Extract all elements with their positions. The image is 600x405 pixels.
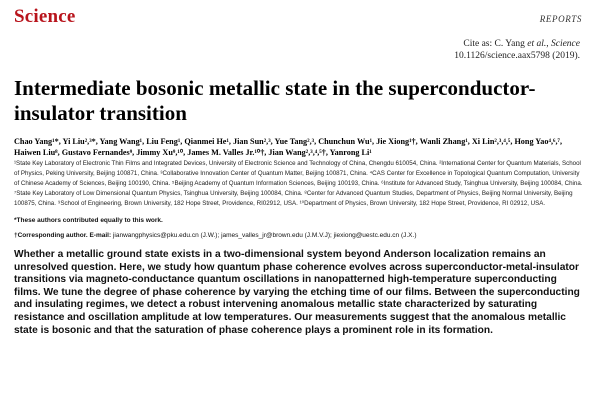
corresponding-author-note <box>14 231 586 240</box>
author-notes <box>14 216 586 240</box>
article-title: Intermediate bosonic metallic state in the superconductor-insulator transition <box>14 76 536 125</box>
citation-sep: , <box>546 39 551 49</box>
affiliations: ¹State Key Laboratory of Electronic Thin Films and Integrated Devices, University of Electronic Science and Technology of China, Chengdu 610054, China. ²International Center for Quantum Materials, School of Physics, Peking University, Beijing 100871, China. ³Collaborative Innovation Center of Quantum Matter, Beijing 100871, China. ⁴CAS Center for Excellence in Topological Quantum Computation, University of Chinese Academy of Sciences, Beijing 100190, China. ⁵Beijing Academy of Quantum Information Sciences, Beijing 100193, China. ⁶Institute for Advanced Study, Tsinghua University, Beijing 100084, China. ⁷State Key Laboratory of Low Dimensional Quantum Physics, Tsinghua University, Beijing 100084, China. ⁸Center for Advanced Quantum Studies, Department of Physics, Beijing Normal University, Beijing 100875, China. ⁹School of Engineering, Brown University, 182 Hope Street, Providence, RI02912, USA. ¹⁰Department of Physics, Brown University, 182 Hope Street, Providence, RI 02912, USA. <box>14 160 583 207</box>
equal-contribution-note: *These authors contributed equally to this work. <box>14 217 163 224</box>
citation-prefix: Cite as: C. Yang <box>463 39 528 49</box>
citation-doi: 10.1126/science.aax5798 (2019). <box>454 51 580 61</box>
citation-block <box>14 38 586 62</box>
page-header <box>14 8 586 36</box>
section-label: REPORTS <box>539 14 582 24</box>
author-list: Chao Yang¹*, Yi Liu²,³*, Yang Wang¹, Liu Feng¹, Qianmei He¹, Jian Sun²,³, Yue Tang²,³, Chunchun Wu¹, Jie Xiong¹†, Wanli Zhang¹, Xi Lin²,³,⁴,⁵, Hong Yao⁴,⁶,⁷, Haiwen Liu⁸, Gustavo Fernandes⁹, Jimmy Xu⁹,¹⁰, James M. Valles Jr.¹⁰†, Jian Wang²,³,⁴,⁵†, Yanrong Li¹ <box>14 137 562 157</box>
citation-journal: Science <box>550 39 580 49</box>
abstract: Whether a metallic ground state exists in a two-dimensional system beyond Anderson localization remains an unresolved question. Here, we study how quantum phase coherence evolves across superconductor-metal-insulator transitions via magneto-conductance quantum oscillations in nanopatterned high-temperature superconducting films. We tune the degree of phase coherence by varying the etching time of our films. Between the superconducting and insulating regimes, we detect a robust intervening anomalous metallic state characterized by saturating resistance and oscillation amplitude at low temperatures. Our measurements suggest that the anomalous metallic state is bosonic and that the saturation of phase coherence plays a prominent role in its formation. <box>14 249 580 336</box>
citation-line <box>14 38 580 50</box>
citation-etal: et al. <box>527 39 547 49</box>
journal-logo: Science <box>14 6 76 27</box>
corresponding-emails: jianwangphysics@pku.edu.cn (J.W.); james_valles_jr@brown.edu (J.M.V.J); jiexiong@uestc.edu.cn (J.X.) <box>112 232 417 239</box>
corresponding-label: †Corresponding author. E-mail: <box>14 232 113 239</box>
